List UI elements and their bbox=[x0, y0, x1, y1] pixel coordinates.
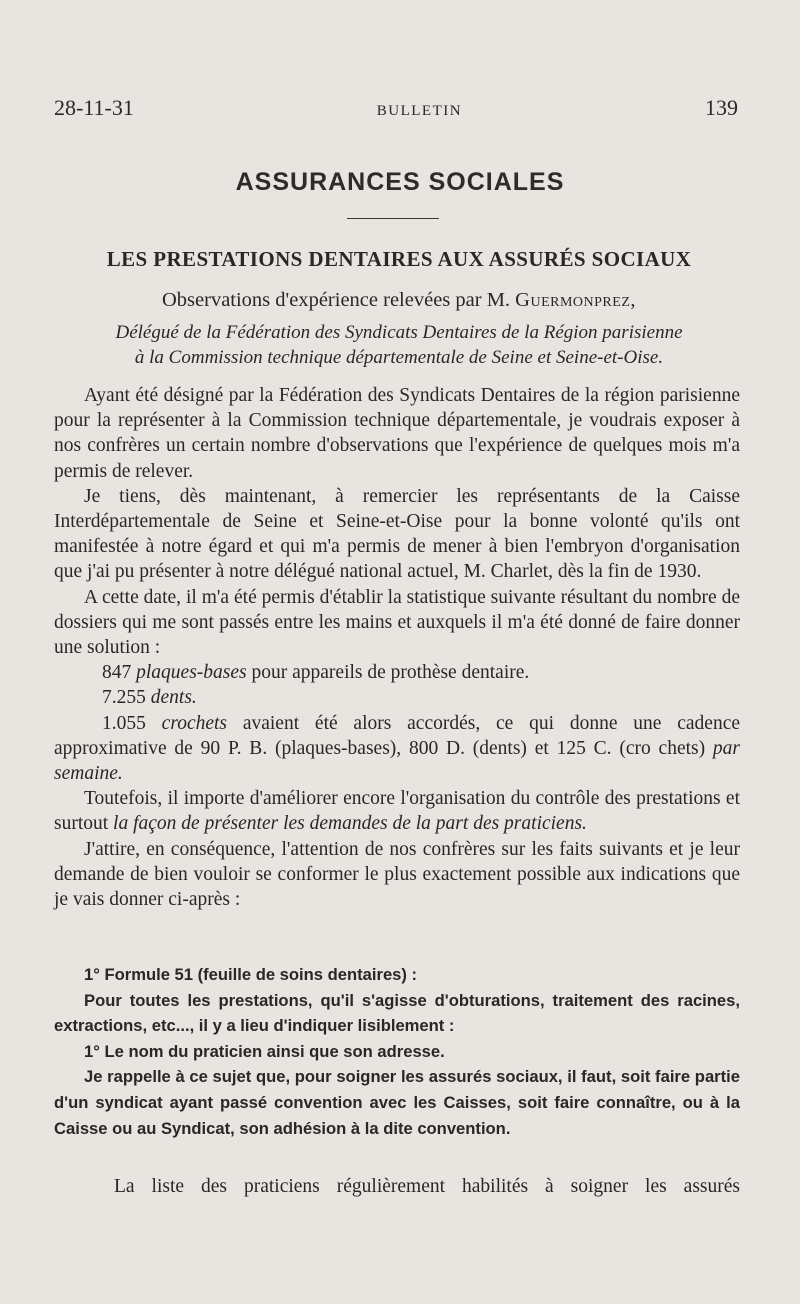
closing-line bbox=[54, 1174, 740, 1199]
instruction-rappel: Je rappelle à ce sujet que, pour soigner les assurés sociaux, il faut, soit faire partie d'un syndicat ayant passé convention avec les Caisses, soit faire connaître, ou à la Caisse ou au Syndicat, son adhésion à la dite convention. bbox=[54, 1067, 740, 1138]
article-body bbox=[54, 383, 740, 912]
paragraph-4 bbox=[54, 786, 740, 836]
byline-prefix: Observations d'expérience relevées par M. bbox=[161, 289, 511, 311]
author-role-line-2: à la Commission technique départementale de Seine et Seine-et-Oise. bbox=[134, 347, 664, 368]
paragraph-2: Je tiens, dès maintenant, à remercier les représentants de la Caisse Interdépartementale de Seine et Seine-et-Oise pour la bonne volonté qu'ils ont manifestée à notre égard et qui m'a permis de mener à bien l'embryon d'organisation que j'ai pu présenter à notre délégué national actuel, M. Charlet, dès la fin de 1930. bbox=[54, 485, 740, 583]
paragraph-1: Ayant été désigné par la Fédération des Syndicats Dentaires de la région parisienne pour la représenter à la Commission technique départementale, je voudrais exposer à nos confrères un certain nombre d'observations que l'expérience de quelques mois m'a permis de relever. bbox=[54, 385, 740, 482]
statistic-plaques-number: 847 bbox=[102, 662, 132, 684]
paragraph-3: A cette date, il m'a été permis d'établir la statistique suivante résultant du nombre de dossiers qui me sont passés entre les mains et auxquels il m'a été donné de faire donner une solution : bbox=[54, 586, 740, 659]
article-title: LES PRESTATIONS DENTAIRES AUX ASSURÉS SOCIAUX bbox=[106, 247, 692, 271]
statistic-dents-number: 7.255 bbox=[102, 687, 146, 709]
instruction-nom-praticien: 1° Le nom du praticien ainsi que son adresse. bbox=[84, 1041, 445, 1061]
statistic-plaques-rest: pour appareils de prothèse dentaire. bbox=[251, 662, 530, 684]
header-date: 28-11-31 bbox=[54, 95, 134, 120]
paragraph-4-text: Toutefois, il importe d'améliorer encore l'organisation du contrôle des prestations et surtout bbox=[54, 788, 740, 835]
page-number: 139 bbox=[704, 95, 738, 120]
paragraph-4-emphasis: la façon de présenter les demandes de la part des praticiens. bbox=[113, 813, 587, 835]
statistic-crochets-rest: avaient été alors accordés, ce qui donne une cadence approximative de 90 P. B. (plaques-bases), 800 D. (dents) et 125 C. (cro chets) bbox=[54, 712, 740, 759]
statistic-dents bbox=[54, 685, 740, 710]
statistic-crochets-item: crochets bbox=[161, 712, 228, 734]
statistic-dents-item: dents. bbox=[150, 687, 197, 709]
instruction-heading: 1° Formule 51 (feuille de soins dentaires) : bbox=[84, 965, 418, 984]
title-rule bbox=[347, 218, 439, 219]
author-role-line-1: Délégué de la Fédération des Syndicats Dentaires de la Région parisienne bbox=[115, 322, 683, 343]
header-journal: BULLETIN bbox=[376, 103, 463, 119]
statistic-crochets-end: par semaine. bbox=[54, 737, 740, 785]
section-title: ASSURANCES SOCIALES bbox=[235, 168, 565, 196]
instruction-prestations: Pour toutes les prestations, qu'il s'agisse d'obturations, traitement des racines, extractions, etc..., il y a lieu d'indiquer lisiblement : bbox=[54, 990, 740, 1036]
running-header bbox=[54, 95, 738, 121]
statistic-crochets bbox=[54, 711, 740, 787]
statistic-plaques bbox=[54, 660, 740, 685]
statistic-plaques-item: plaques-bases bbox=[136, 662, 247, 684]
author-name: Guermonprez, bbox=[515, 289, 636, 311]
byline bbox=[54, 289, 744, 312]
instructions-block bbox=[54, 962, 740, 1141]
closing-text: La liste des praticiens régulièrement habilités à soigner les assurés bbox=[114, 1176, 740, 1197]
paragraph-5: J'attire, en conséquence, l'attention de nos confrères sur les faits suivants et je leur demande de bien vouloir se conformer le plus exactement possible aux indications que je vais donner ci-après : bbox=[54, 838, 740, 911]
statistic-crochets-number: 1.055 bbox=[102, 712, 146, 734]
